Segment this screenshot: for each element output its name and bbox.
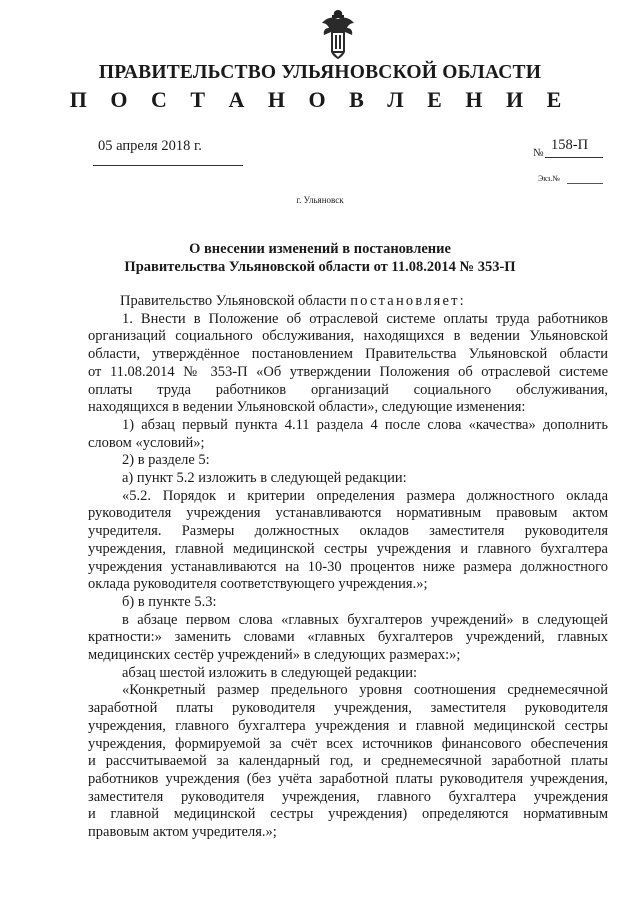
coat-of-arms-emblem (318, 8, 358, 62)
document-title (0, 240, 640, 276)
body-line: 2) в разделе 5: (122, 452, 210, 469)
body-line: в абзаце первом слова «главных бухгалтеров учреждений» в следующей (122, 611, 608, 628)
document-number: 158-П (551, 137, 589, 153)
copy-number-underline (567, 183, 603, 184)
body-line: руководителя учреждения устанавливаются нормативным правовым актом (88, 505, 608, 522)
body-line: медицинских сестёр учреждений» в следующих размерах:»; (88, 647, 461, 664)
document-type-heading: П О С Т А Н О В Л Е Н И Е (69, 87, 571, 112)
body-line: 1) абзац первый пункта 4.11 раздела 4 после слова «качества» дополнить (122, 416, 608, 433)
intro-prefix: Правительство Ульяновской области (120, 293, 347, 309)
body-line: учредителя. Размеры должностных окладов заместителя руководителя (88, 523, 608, 540)
organization-name: ПРАВИТЕЛЬСТВО УЛЬЯНОВСКОЙ ОБЛАСТИ (98, 62, 542, 83)
intro-verb: постановляет: (350, 293, 466, 309)
body-line: б) в пункте 5.3: (122, 593, 217, 610)
body-line: и главной медицинской сестры учреждения) определяются нормативным (88, 806, 608, 823)
body-line: кратности:» заменить словами «главных бухгалтеров учреждений, главных (88, 629, 608, 646)
body-line: от 11.08.2014 № 353-П «Об утверждении Положения об отраслевой системе (88, 363, 608, 380)
body-line: учреждения, главного бухгалтера учреждения и главной медицинской сестры (88, 717, 608, 734)
body-line: находящихся в ведении Ульяновской области», следующие изменения: (88, 399, 526, 416)
body-line: а) пункт 5.2 изложить в следующей редакции: (122, 470, 407, 487)
body-line: 1. Внести в Положение об отраслевой системе оплаты труда работников (122, 310, 608, 327)
body-line: заместителя руководителя учреждения, главного бухгалтера учреждения (88, 788, 608, 805)
intro-line (88, 293, 608, 311)
body-line: учреждения, формируемой за счёт всех источников финансового обеспечения (88, 735, 608, 752)
body-line: оплаты труда работников организаций социального обслуживания, (88, 381, 608, 398)
body-line: «Конкретный размер предельного уровня соотношения среднемесячной (122, 682, 608, 699)
date-underline (93, 165, 243, 166)
document-date: 05 апреля 2018 г. (98, 138, 202, 154)
body-line: абзац шестой изложить в следующей редакции: (122, 664, 417, 681)
body-line: и рассчитываемой за календарный год, и среднемесячной заработной платы (88, 753, 608, 770)
body-line: заработной платы руководителя учреждения, заместителя руководителя (88, 700, 608, 717)
body-line: оклада руководителя соответствующего учреждения.»; (88, 576, 428, 593)
body-line: «5.2. Порядок и критерии определения размера должностного оклада (122, 487, 608, 504)
number-underline (545, 157, 603, 158)
body-line: правовым актом учредителя.»; (88, 824, 277, 841)
body-line: области, утверждённое постановлением Правительства Ульяновской области (88, 346, 608, 363)
title-line-1: О внесении изменений в постановление (189, 241, 451, 257)
body-line: учреждения устанавливаются на 10-30 процентов ниже размера должностного (88, 558, 608, 575)
body-line: организаций социального обслуживания, находящихся в ведении Ульяновской (88, 328, 608, 345)
title-line-2: Правительства Ульяновской области от 11.08.2014 № 353-П (124, 259, 516, 275)
city-name: г. Ульяновск (296, 195, 344, 205)
body-line: словом «условий»; (88, 434, 205, 451)
document-body (88, 293, 608, 842)
body-line: работников учреждения (без учёта заработной платы руководителя учреждения, (88, 770, 608, 787)
number-sign: № (533, 147, 544, 159)
body-line: учреждения, главной медицинской сестры учреждения и главного бухгалтера (88, 540, 608, 557)
copy-number-label: Экз.№ (538, 174, 560, 183)
